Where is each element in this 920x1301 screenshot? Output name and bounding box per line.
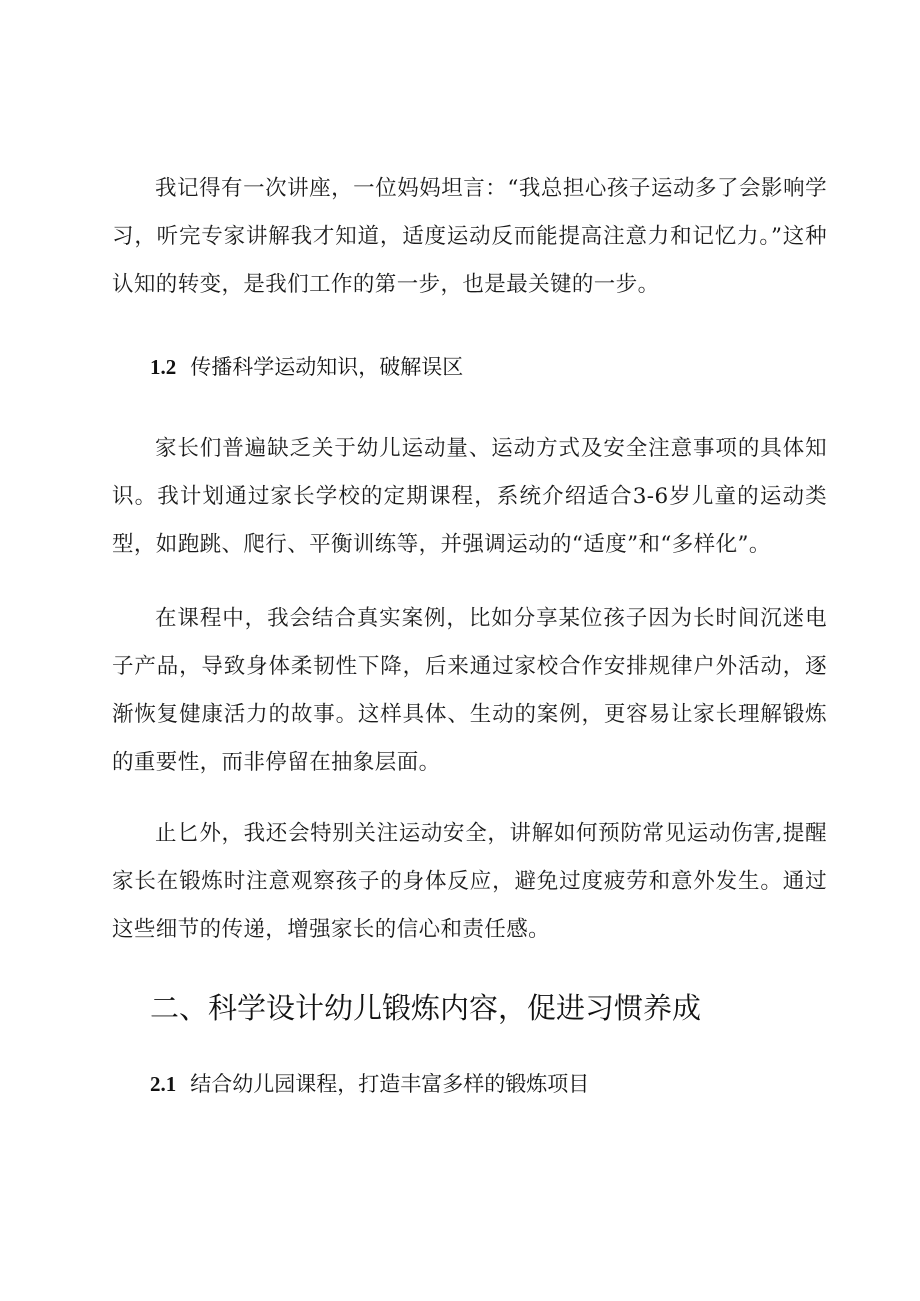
heading-section-2-1 — [150, 1069, 589, 1099]
paragraph-lecture-anecdote: 我记得有一次讲座，一位妈妈坦言：“我总担心孩子运动多了会影响学习，听完专家讲解我才知道，适度运动反而能提高注意力和记忆力。”这种认知的转变，是我们工作的第一步，也是最关键的一步。 — [112, 176, 827, 297]
heading-number: 2.1 — [150, 1072, 177, 1096]
heading-section-2: 二、科学设计幼儿锻炼内容，促进习惯养成 — [150, 991, 702, 1025]
paragraph-safety: 止匕外，我还会特别关注运动安全，讲解如何预防常见运动伤害,提醒家长在锻炼时注意观察孩子的身体反应，避免过度疲劳和意外发生。通过这些细节的传递，增强家长的信心和责任感。 — [112, 821, 827, 942]
heading-title: 结合幼儿园课程，打造丰富多样的锻炼项目 — [190, 1072, 590, 1096]
paragraph-case-study: 在课程中，我会结合真实案例，比如分享某位孩子因为长时间沉迷电子产品，导致身体柔韧性下降，后来通过家校合作安排规律户外活动，逐渐恢复健康活力的故事。这样具体、生动的案例，更容易让家长理解锻炼的重要性，而非停留在抽象层面。 — [112, 606, 827, 775]
paragraph-knowledge-gap: 家长们普遍缺乏关于幼儿运动量、运动方式及安全注意事项的具体知识。我计划通过家长学校的定期课程，系统介绍适合3-6岁儿童的运动类型，如跑跳、爬行、平衡训练等，并强调运动的“适度”和“多样化”。 — [112, 436, 827, 557]
heading-number: 1.2 — [150, 355, 177, 379]
heading-section-1-2 — [150, 352, 463, 382]
heading-title: 传播科学运动知识，破解误区 — [190, 355, 464, 379]
